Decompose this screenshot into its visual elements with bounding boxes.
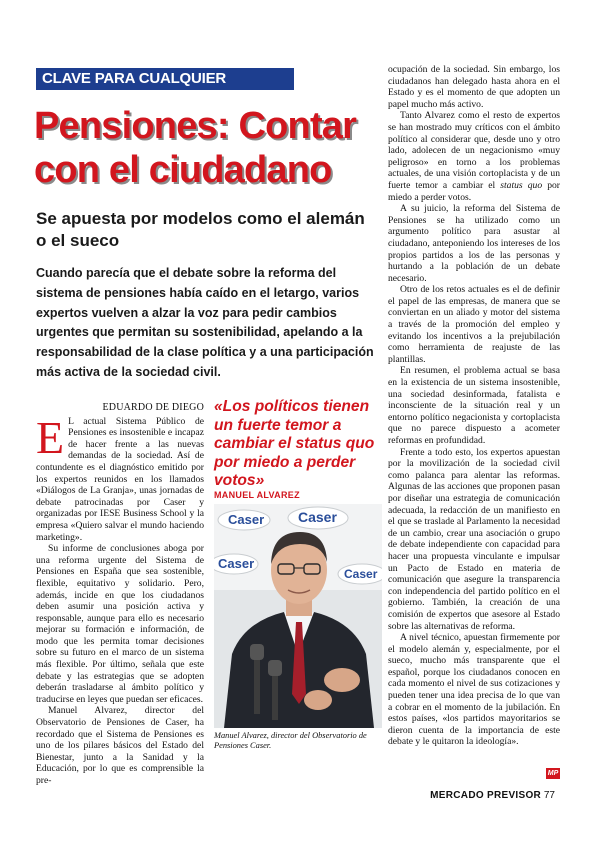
magazine-name: MERCADO PREVISOR <box>430 790 542 801</box>
banner-word: Caser <box>218 556 255 571</box>
body-paragraph: Manuel Alvarez, director del Observatorio de Pensiones de Caser, ha recordado que el Sistema de Pensiones es uno de los pilares básicos del Estado del Bienestar, junto a la Sanidad y la Educación, por lo que es comprensible la pre- <box>36 705 204 786</box>
article-lead: Cuando parecía que el debate sobre la reforma del sistema de pensiones había caído en el letargo, varios expertos vuelven a alzar la voz para pedir cambios urgentes que permitan su sostenibilidad, apelando a la responsabilidad de la clase política y a una participación más activa de la sociedad civil. <box>36 266 374 379</box>
right-body-column <box>388 64 560 748</box>
page-number: 77 <box>543 790 555 801</box>
byline: EDUARDO DE DIEGO <box>102 402 204 413</box>
text-run: Tanto Alvarez como el resto de expertos se han mostrado muy críticos con el ámbito político al considerar que, desde uno y otro lado, adolecen de un negacionismo «muy peligroso» en torno a los problemas actuales, de una visión cortoplacista y de un fuerte temor a cambiar el <box>388 110 560 191</box>
portrait-illustration <box>214 504 382 728</box>
end-mark-logo: MP <box>547 770 559 777</box>
body-paragraph: Frente a todo esto, los expertos apuestan por la movilización de la sociedad civil como palanca para alentar las reformas. Algunas de las acciones que proponen pasan por diseñar una estrategia de comunicación adecuada, la redacción de un manifiesto en el que se traslade al Parlamento la necesidad de un cambio, crear una asociación o grupo de debate independiente con capacidad para hacer una propuesta vinculante e impulsar un Pacto de Estado en materia de comunicación que asegure la transparencia con independencia del partido político en el gobierno. También, la creación de una comisión de expertos que asesore al Estado sobre las alternativas de reforma. <box>388 446 560 632</box>
left-body-column <box>36 402 204 787</box>
body-paragraph: A su juicio, la reforma del Sistema de Pensiones se ha utilizado como un argumento político para asustar al ciudadano, anteponiendo los intereses de los propios partidos a los de las personas y hurtando a la población de un debate necesario. <box>388 203 560 284</box>
body-paragraph: Su informe de conclusiones aboga por una reforma urgente del Sistema de Pensiones en España que sea sostenible, flexible, equitativo y solidario. Pero, además, incide en que los ciudadanos deben asumir una posición activa y responsable, aunque para ello es necesario mejorar su formación e información, de modo que les permita tomar decisiones sobre su futuro en el marco de un sistema más flexible. Por último, señala que este debate y las estrategias que se adopten deberán trasladarse al ámbito político y traducirse en leyes que puedan ser eficaces. <box>36 543 204 705</box>
body-paragraph: A nivel técnico, apuestan firmemente por el modelo alemán y, especialmente, por el sueco, mucho más transparente que el español, porque los ciudadanos conocen en cada momento el nivel de sus cotizaciones y pueden tener una idea precisa de lo que van a cobrar en el momento de la jubilación. En estos países, «los partidos mayoritarios se dieron cuenta de la importancia de este debate y le quitaron la ideología». <box>388 632 560 748</box>
body-paragraph <box>388 110 560 203</box>
pull-quote: «Los políticos tienen un fuerte temor a cambiar el status quo por miedo a perder votos» <box>214 398 375 490</box>
body-paragraph: En resumen, el problema actual se basa en la existencia de un sistema insostenible, una sociedad desinformada, fatalista e inconsciente de la situación real y un entorno político negacionista y cortoplacista que no parece dispuesto a acometer reformas en profundidad. <box>388 365 560 446</box>
text-run: por miedo a perder votos. <box>388 179 560 203</box>
body-paragraph: L actual Sistema Público de Pensiones es insostenible e incapaz de hacer frente a las nuevas demandas de la sociedad. Así de contundente es el diagnóstico emitido por los expertos reunidos en los llamados «Diálogos de La Granja», unas jornadas de debate patrocinadas por Caser y organizadas por IESE Business School y la empresa «Quiero salvar el mundo haciendo marketing». <box>36 415 204 543</box>
banner-word: Caser <box>344 567 378 581</box>
article-subheadline: Se apuesta por modelos como el alemán o el sueco <box>36 209 365 250</box>
article-headline: Pensiones: Contar con el ciudadano <box>34 105 357 191</box>
photo-caption: Manuel Alvarez, director del Observatorio de Pensiones Caser. <box>214 731 367 750</box>
drop-cap: E <box>36 411 65 463</box>
body-paragraph: ocupación de la sociedad. Sin embargo, los ciudadanos han delegado hasta ahora en el Estado y es el momento de que adopten un papel mucho más activo. <box>388 64 560 110</box>
banner-word: Caser <box>298 509 337 525</box>
pull-quote-author: MANUEL ALVAREZ <box>214 490 300 500</box>
text-run-italic: status quo <box>500 179 543 191</box>
section-kicker: CLAVE PARA CUALQUIER REFORMA <box>36 68 294 90</box>
body-paragraph: Otro de los retos actuales es el de definir el papel de las empresas, de manera que se conviertan en un aliado y motor del sistema a través de la promoción del empleo y evitando los incentivos a la prejubilación como herramienta de reajuste de las plantillas. <box>388 284 560 365</box>
portrait-photo <box>214 504 382 728</box>
page-footer <box>430 790 555 801</box>
banner-word: Caser <box>228 512 265 527</box>
